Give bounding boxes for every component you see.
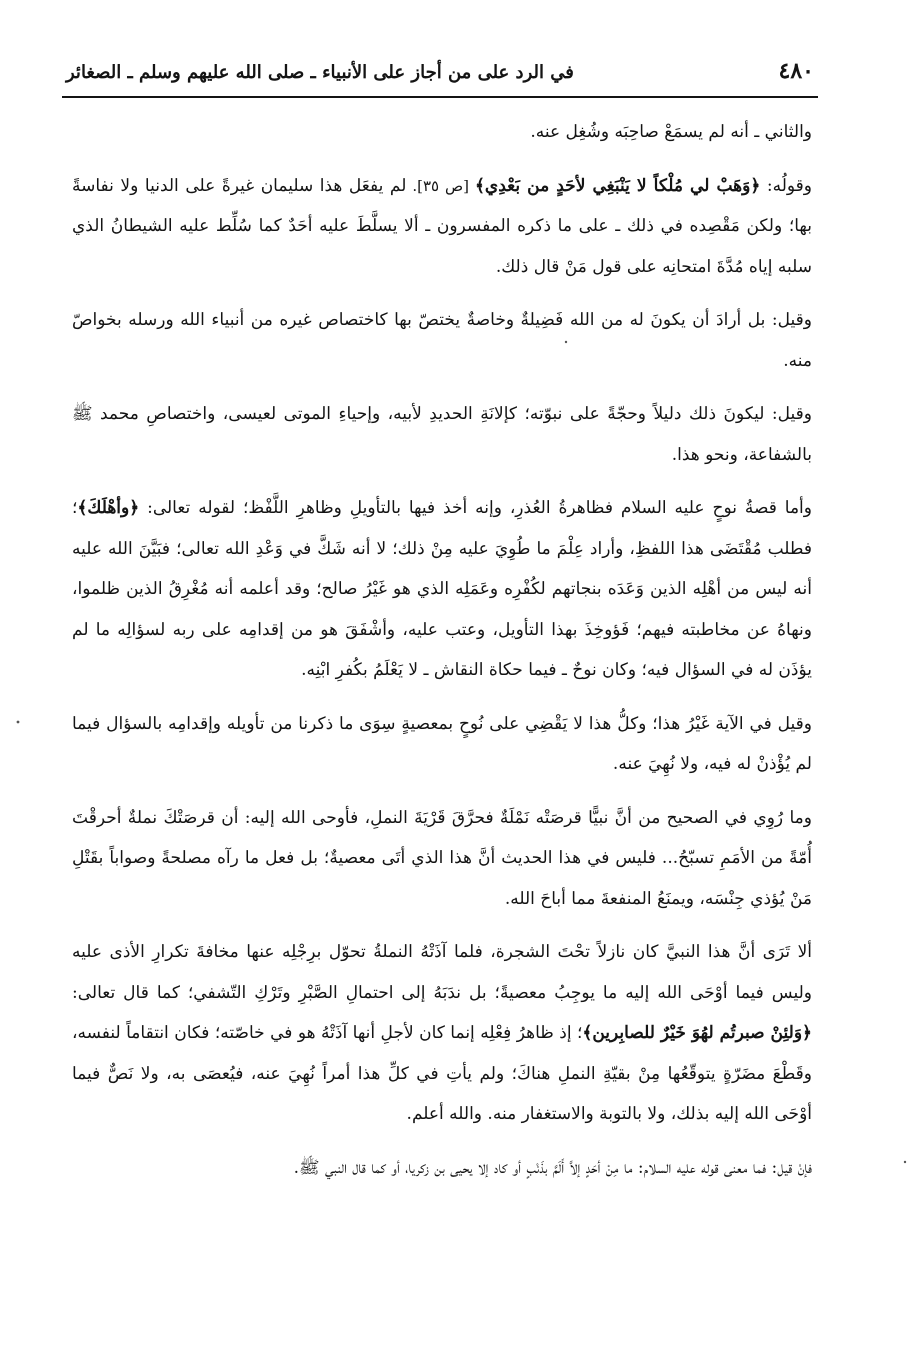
page-header [62,56,818,92]
scan-speck [904,1161,906,1163]
scan-speck [17,721,20,724]
paragraph-5 [72,488,812,691]
paragraph-text: فإنْ قيل: فما معنى قوله عليه السلام: ما مِنْ أحَدٍ إلاَّ أَلَمَّ بذَنْبٍ أو كاد إلا يحيى بن زكريا، أو كما قال النبي ﷺ. [293,1157,812,1178]
page-number: ٤٨٠ [778,58,814,84]
paragraph-rest: لم يفعَل هذا سليمان غيرةً على الدنيا ولا نفاسةً بها؛ ولكن مَقْصِده في ذلك ـ على ما ذكره المفسرون ـ ألا يسلَّطَ عليه أحَدٌ كما سُلِّط عليه الشيطانُ الذي سلبه إياه مُدَّةَ امتحانِه على قول مَنْ قال ذلك. [72,175,812,277]
header-rule [62,96,818,98]
paragraph-6 [72,704,812,785]
body-text [72,112,812,1201]
paragraph-text: وقيل: ليكونَ ذلك دليلاً وحجّةً على نبوّته؛ كإلانَةِ الحديدِ لأبيه، وإحياءِ الموتى لعيسى، واختصاصِ محمد ﷺ بالشفاعة، ونحو هذا. [72,404,812,465]
verse-reference: [ص ٣٥]. [406,176,475,195]
paragraph-rest: ؛ فطلب مُقْتَضَى هذا اللفظِ، وأراد عِلْمَ ما طُوِيَ عليه مِنْ ذلك؛ لا أنه شَكَّ في وَعْدِ الله تعالى؛ فبَيَّنَ الله عليه أنه ليس من أهْلِه الذين وَعَدَه بنجاتهم لكُفْرِه وعَمَلِه الذي هو غَيْرُ صالح؛ وقد أعلمه أنه مُغْرِقُ الذين ظلموا، ونهاهُ عن مخاطبته فيهم؛ فَؤوخِذَ بهذا التأويل، وعتب عليه، وأشْفَقَ هو من إقدامِه على ربه لسؤالِه ما لم يؤذَن له في السؤال فيه؛ وكان نوحٌ ـ فيما حكاة النقاش ـ لا يَعْلَمُ بكُفرِ ابْنِه. [72,498,812,680]
paragraph-3 [72,300,812,381]
paragraph-1 [72,112,812,153]
paragraph-text: وما رُوِي في الصحيح من أنَّ نبيًّا قرصَتْه نَمْلَةٌ فحرَّقَ قَرْيَةَ النملِ، فأوحى الله إليه: أن قرصَتْكَ نملةٌ أحرقْتَ أُمّةً من الأمَمِ تسبّحُ... فليس في هذا الحديث أنَّ هذا الذي أتَى معصيةٌ؛ بل فعل ما رآه مصلحةً وصواباً بقَتْلِ مَنْ يُؤذي جِنْسَه، ويمنَعُ المنفعةَ مما أباحَ الله. [72,807,812,909]
quran-verse: ﴿وَهَبْ لي مُلْكاً لا يَنْبَغِي لأحَدٍ من بَعْدِي﴾ [474,175,761,196]
paragraph-7 [72,798,812,920]
paragraph-8 [72,932,812,1135]
paragraph-2 [72,166,812,288]
running-title: في الرد على من أجاز على الأنبياء ـ صلى الله عليهم وسلم ـ الصغائر [66,62,574,83]
quran-verse: ﴿وأهْلَكَ﴾ [77,498,140,518]
paragraph-lead: وقولُه: [760,175,813,196]
paragraph-text: والثاني ـ أنه لم يسمَعْ صاحِبَه وشُغِل عنه. [530,122,812,142]
paragraph-4 [72,394,812,475]
paragraph-lead: وأما قصةُ نوحٍ عليه السلام فظاهرةُ العُذرِ، وإنه أخذ فيها بالتأويلِ وظاهرِ اللَّفْظ؛ لقوله تعالى: [139,498,812,518]
paragraph-lead: ألا تَرَى أنَّ هذا النبيَّ كان نازلاً تحْتَ الشجرة، فلما آذَتْهُ النملةُ تحوّل برِجْلِه عنها مخافةَ تكرارِ الأذى عليه وليس فيما أوْحَى الله إليه ما يوجِبُ معصيةً؛ بل ندَبَهُ إلى احتمالِ الصَّبْرِ وتَرْكِ التّشفي؛ كما قال تعالى: [72,942,812,1003]
paragraph-9 [72,1148,812,1189]
paragraph-rest: ؛ إذ ظاهرُ فِعْلِه إنما كان لأجلِ أنها آذَتْهُ هو في خاصّته؛ فكان انتقاماً لنفسه، وقَطْعَ مضَرّةٍ يتوقّعُها مِنْ بقيّةِ النملِ هناكَ؛ ولم يأتِ في كلِّ هذا أمراً نُهِيَ عنه، فيُعصَى به، ولا نَصٌّ فيما أوْحَى الله إليه بذلك، ولا بالتوبة والاستغفار منه. والله أعلم. [72,1023,812,1124]
quran-verse: ﴿وَلئِنْ صبرتُم لهُوَ خَيْرٌ للصابِرين﴾ [582,1023,812,1043]
paragraph-text: وقيل: بل أرادَ أن يكونَ له من الله فَضِيلةٌ وخاصةٌ يختصّ بها كاختصاص غيره من أنبياء الله ورسله بخواصّ منه. [72,310,812,371]
paragraph-text: وقيل في الآية غَيْرُ هذا؛ وكلُّ هذا لا يَقْضِي على نُوحٍ بمعصيةٍ سِوَى ما ذكرنا من تأويله وإقدامِه بالسؤال فيما لم يُؤْذنْ له فيه، ولا نُهِيَ عنه. [72,713,812,774]
